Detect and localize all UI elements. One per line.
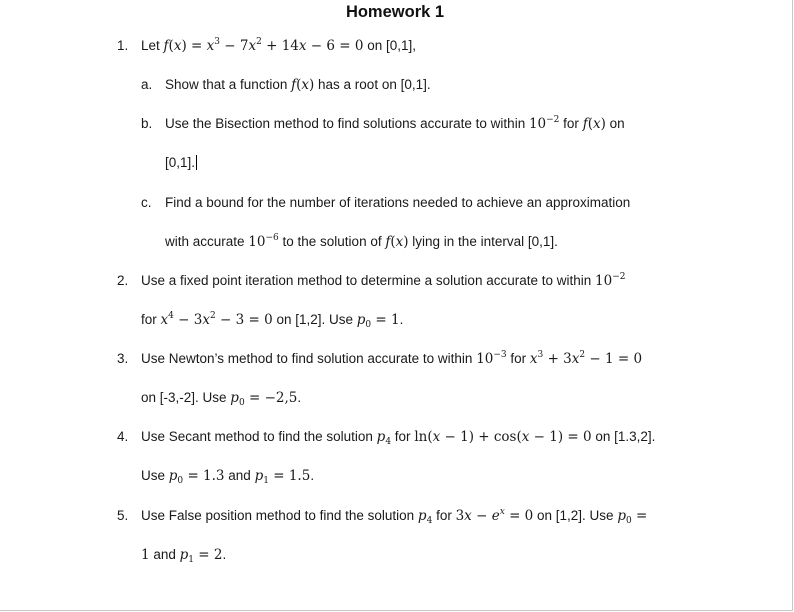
problem-2-number: 2.	[117, 273, 129, 288]
problem-1-number: 1.	[117, 38, 129, 53]
page-title: Homework 1	[345, 3, 445, 21]
problem-1c-text-cont: with accurate $10^{-6}$ to the solution of f(x) lying in the interval [0,1].	[165, 233, 558, 250]
problem-3-number: 3.	[117, 351, 129, 366]
problem-3-text-cont: on [-3,-2]. Use $p_0 = -2,5$.	[141, 390, 302, 408]
problem-1b-letter: b.	[141, 116, 153, 131]
problem-4-number: 4.	[117, 429, 129, 444]
problem-1b-text: Use the Bisection method to find solutions accurate to within $10^{-2}$ for f(x) on	[165, 115, 625, 132]
problem-4-text-cont: Use $p_0 = 1.3$ and $p_1 = 1.5$.	[141, 468, 315, 486]
equation-fx: $f(x) = x^3 - 7x^2 + 14x - 6 = 0$	[163, 37, 364, 54]
problem-1c-text: Find a bound for the number of iterations needed to achieve an approximation	[165, 195, 631, 210]
problem-5-text-cont: 1 and $p_1 = 2$.	[141, 547, 227, 565]
problem-5-text: Use False position method to find the solution $p_4$ for $3x - e^x = 0$ on [1,2]. Use $p_0$ =	[141, 507, 648, 526]
problem-4-text: Use Secant method to find the solution $p_4$ for ln(x − 1) + cos(x − 1) = 0 on [1.3,2].	[141, 429, 656, 447]
problem-3-text: Use Newton’s method to find solution accurate to within $10^{-3}$ for $x^3 + 3x^2 - 1 = 0$	[141, 350, 643, 367]
problem-2-text-cont: for $x^4 - 3x^2 - 3 = 0$ on [1,2]. Use $p_0 = 1$.	[141, 311, 404, 330]
problem-1-intro: Let $f(x) = x^3 - 7x^2 + 14x - 6 = 0$ on [0,1],	[141, 37, 417, 54]
problem-1a-letter: a.	[141, 77, 153, 92]
problem-1a-text: Show that a function f(x) has a root on [0,1].	[165, 77, 431, 93]
problem-5-number: 5.	[117, 508, 129, 523]
problem-1c-letter: c.	[141, 195, 152, 210]
problem-1b-text-cont[interactable]: [0,1].	[165, 155, 196, 170]
text-cursor	[196, 155, 197, 170]
problem-2-text: Use a fixed point iteration method to determine a solution accurate to within $10^{-2}$	[141, 272, 626, 289]
